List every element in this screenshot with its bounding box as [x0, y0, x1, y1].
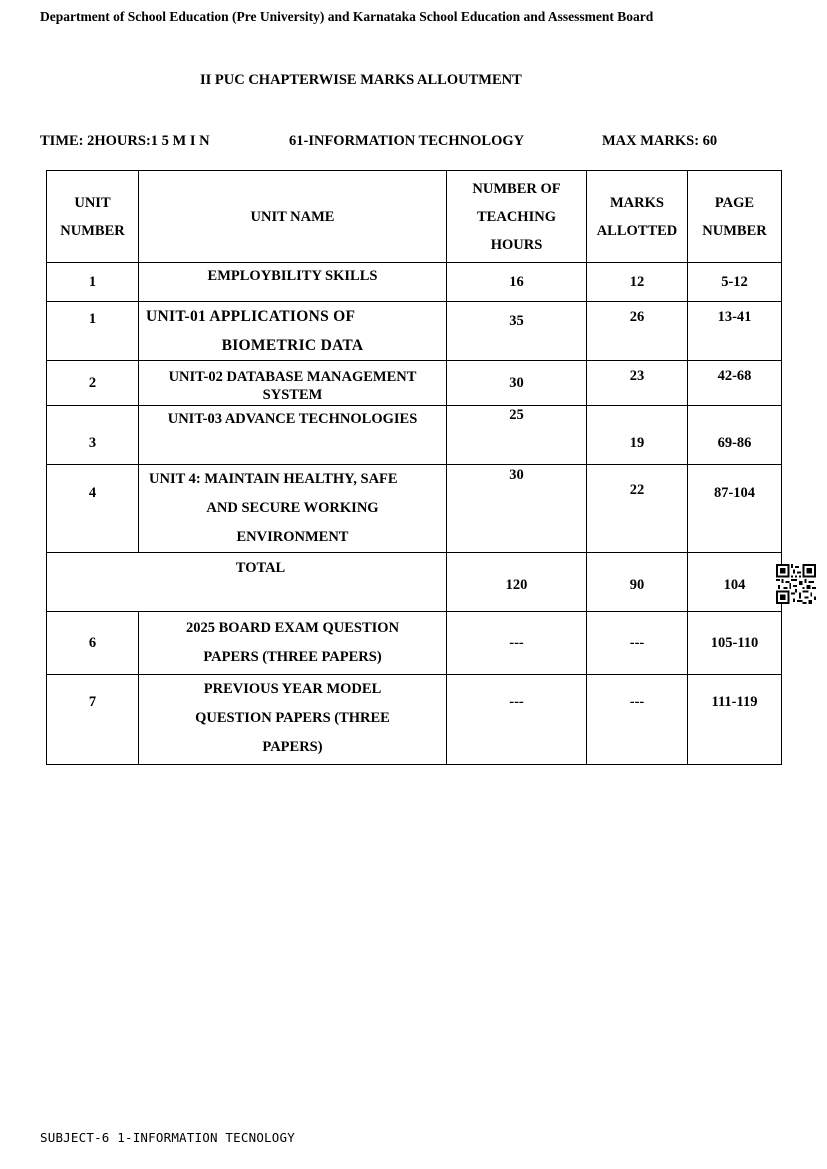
page-footer: SUBJECT-6 1-INFORMATION TECNOLOGY [40, 1130, 295, 1145]
unit-number-cell: 6 [47, 612, 139, 675]
header-unit-name: UNIT NAME [139, 171, 447, 263]
unit-name-cell [139, 302, 447, 361]
page-number-cell: 13-41 [688, 302, 782, 361]
page-number-cell: 87-104 [688, 465, 782, 553]
header-text: PAGE [714, 194, 755, 211]
max-marks: MAX MARKS: 60 [602, 133, 718, 149]
teaching-hours-cell: 30 [447, 361, 587, 406]
unit-name-line: ENVIRONMENT [236, 529, 349, 545]
total-label: TOTAL [47, 553, 447, 612]
unit-name-line: 2025 BOARD EXAM QUESTION [185, 620, 400, 636]
teaching-hours-cell: 35 [447, 302, 587, 361]
unit-name-line: UNIT 4: MAINTAIN HEALTHY, SAFE [149, 471, 398, 487]
page-number-cell: 111-119 [688, 675, 782, 765]
marks-allotment-table [46, 170, 782, 765]
unit-number-cell: 1 [47, 263, 139, 302]
total-row [47, 553, 782, 612]
unit-name-cell [139, 263, 447, 302]
unit-name-cell [139, 675, 447, 765]
unit-name-cell [139, 406, 447, 465]
header-teaching-hours [447, 171, 587, 263]
unit-number-cell: 1 [47, 302, 139, 361]
page-number-cell: 5-12 [688, 263, 782, 302]
table-row [47, 263, 782, 302]
total-pages: 104 [688, 553, 782, 612]
marks-cell: 26 [587, 302, 688, 361]
header-text: TEACHING [477, 208, 556, 225]
header-text: NUMBER [702, 222, 767, 239]
total-marks: 90 [587, 553, 688, 612]
header-text: NUMBER OF [472, 180, 561, 197]
qr-code-icon [776, 564, 816, 604]
unit-name-line: UNIT-02 DATABASE MANAGEMENT [168, 369, 417, 385]
marks-cell: 12 [587, 263, 688, 302]
header-text: ALLOTTED [596, 222, 678, 239]
table-row [47, 675, 782, 765]
table-row [47, 361, 782, 406]
header-text: MARKS [610, 194, 664, 211]
teaching-hours-cell: --- [447, 675, 587, 765]
marks-cell: 19 [587, 406, 688, 465]
header-text: NUMBER [60, 222, 125, 239]
page-number-cell: 42-68 [688, 361, 782, 406]
marks-cell: --- [587, 612, 688, 675]
department-header: Department of School Education (Pre University) and Karnataka School Education and Assessment Board [40, 9, 654, 24]
unit-name-cell [139, 361, 447, 406]
unit-name-line: UNIT-01 APPLICATIONS OF [146, 308, 356, 325]
unit-name-cell [139, 465, 447, 553]
header-page-number [688, 171, 782, 263]
page-title: II PUC CHAPTERWISE MARKS ALLOUTMENT [200, 72, 522, 88]
unit-name-line: PAPERS (THREE PAPERS) [203, 649, 382, 665]
page-number-cell: 69-86 [688, 406, 782, 465]
unit-number-cell: 2 [47, 361, 139, 406]
marks-cell: 22 [587, 465, 688, 553]
header-marks-allotted [587, 171, 688, 263]
unit-number-cell: 4 [47, 465, 139, 553]
page-number-cell: 105-110 [688, 612, 782, 675]
marks-cell: 23 [587, 361, 688, 406]
marks-cell: --- [587, 675, 688, 765]
unit-name-line: AND SECURE WORKING [206, 500, 379, 516]
header-text: UNIT [74, 194, 111, 211]
table-row [47, 302, 782, 361]
unit-name-line: PREVIOUS YEAR MODEL [203, 681, 382, 697]
unit-number-cell: 7 [47, 675, 139, 765]
unit-name-line: BIOMETRIC DATA [221, 337, 364, 354]
unit-name-line: EMPLOYBILITY SKILLS [207, 268, 378, 284]
unit-name-line: QUESTION PAPERS (THREE [195, 710, 390, 726]
teaching-hours-cell: 30 [447, 465, 587, 553]
subject-name: 61-INFORMATION TECHNOLOGY [289, 133, 525, 149]
table-row [47, 465, 782, 553]
exam-time: TIME: 2HOURS:1 5 M I N [40, 133, 210, 149]
unit-name-line: SYSTEM [262, 387, 323, 403]
unit-name-line: PAPERS) [262, 739, 323, 755]
teaching-hours-cell: 25 [447, 406, 587, 465]
table-row [47, 406, 782, 465]
teaching-hours-cell: --- [447, 612, 587, 675]
teaching-hours-cell: 16 [447, 263, 587, 302]
unit-number-cell: 3 [47, 406, 139, 465]
table-header-row [47, 171, 782, 263]
header-unit-number [47, 171, 139, 263]
header-text: HOURS [490, 236, 543, 253]
unit-name-cell [139, 612, 447, 675]
total-hours: 120 [447, 553, 587, 612]
table-row [47, 612, 782, 675]
unit-name-line: UNIT-03 ADVANCE TECHNOLOGIES [167, 411, 418, 427]
